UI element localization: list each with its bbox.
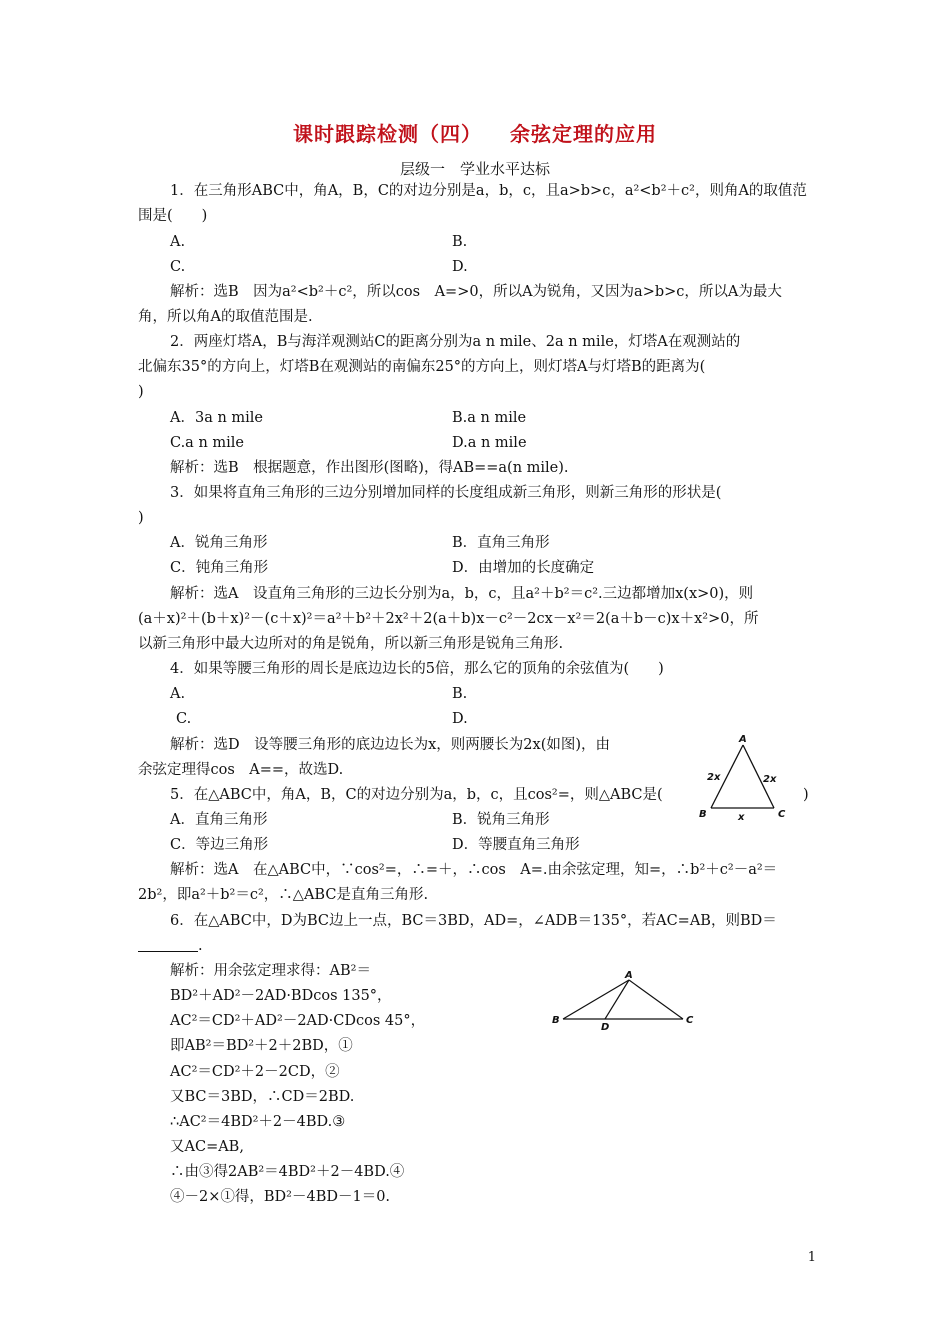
q3-line1: 3．如果将直角三角形的三边分别增加同样的长度组成新三角形，则新三角形的形状是(	[170, 485, 722, 501]
section-subtitle: 层级一 学业水平达标	[399, 160, 550, 178]
q6-solution-line: ∴由③得2AB²＝4BD²＋2－4BD.④	[170, 1164, 405, 1180]
q6-blank-line: .	[138, 935, 203, 957]
q6-solution-line: BD²＋AD²－2AD·BDcos 135°，	[170, 988, 392, 1004]
q6-solution-line: 即AB²＝BD²＋2＋2BD，①	[170, 1038, 353, 1054]
fig2-label-c: C	[686, 1015, 694, 1026]
q3-option-a: A．锐角三角形	[170, 535, 268, 551]
q4-solution-2: 余弦定理得cos A==，故选D.	[138, 762, 344, 778]
fig2-label-a: A	[625, 970, 633, 981]
q2-option-a: A．3a n mile	[170, 410, 264, 426]
q5-option-c: C．等边三角形	[170, 837, 269, 853]
q1-option-c: C.	[170, 259, 186, 275]
q5-option-d: D．等腰直角三角形	[452, 837, 580, 853]
q4-solution-1: 解析：选D 设等腰三角形的底边边长为x，则两腰长为2x(如图)，由	[170, 737, 611, 753]
fig1-label-c: C	[778, 809, 786, 820]
q3-option-d: D．由增加的长度确定	[452, 560, 595, 576]
q2-solution-1: 解析：选B 根据题意，作出图形(图略)，得AB==a(n mile).	[170, 460, 569, 476]
q5-line1-end: )	[803, 787, 809, 803]
answer-blank	[138, 937, 198, 952]
q4-option-c: C.	[176, 711, 192, 727]
triangle-bd-figure	[545, 966, 705, 1032]
fig1-label-right: 2x	[763, 774, 777, 785]
q2-line1: 2．两座灯塔A，B与海洋观测站C的距离分别为a n mile、2a n mile，灯塔A在观测站的	[170, 334, 741, 350]
q1-option-b: B.	[452, 234, 468, 250]
q6-solution-line: 解析：用余弦定理求得：AB²＝	[170, 963, 371, 979]
q6-solution-line: ∴AC²＝4BD²＋2－4BD.③	[170, 1114, 346, 1130]
q3-solution-1: 解析：选A 设直角三角形的三边长分别为a，b，c，且a²＋b²＝c².三边都增加x(x>0)，则	[170, 586, 754, 602]
q6-solution-line: 又AC=AB,	[170, 1139, 244, 1155]
q1-line2: 围是( )	[138, 208, 208, 224]
fig1-label-b: B	[699, 809, 707, 820]
q6-solution-line: 又BC＝3BD，∴CD＝2BD.	[170, 1089, 355, 1105]
isosceles-triangle-figure	[690, 732, 800, 824]
q6-solution-line: AC²＝CD²＋AD²－2AD·CDcos 45°，	[170, 1013, 426, 1029]
fig2-label-d: D	[601, 1022, 610, 1032]
q4-line1: 4．如果等腰三角形的周长是底边边长的5倍，那么它的顶角的余弦值为( )	[170, 661, 664, 677]
q3-option-b: B．直角三角形	[452, 535, 550, 551]
fig2-label-b: B	[552, 1015, 560, 1026]
page-number: 1	[807, 1250, 816, 1265]
fig1-label-left: 2x	[707, 772, 721, 783]
q5-line1: 5．在△ABC中，角A，B，C的对边分别为a，b，c，且cos²=，则△ABC是(	[170, 787, 663, 803]
q6-line1: 6．在△ABC中，D为BC边上一点，BC＝3BD，AD=，∠ADB＝135°，若AC=AB，则BD＝	[170, 913, 777, 929]
q2-option-b: B.a n mile	[452, 410, 527, 426]
fig1-label-a: A	[739, 734, 747, 745]
q2-line3: )	[138, 384, 144, 400]
q2-option-c: C.a n mile	[170, 435, 244, 451]
q3-solution-3: 以新三角形中最大边所对的角是锐角，所以新三角形是锐角三角形.	[138, 636, 564, 652]
q1-option-d: D.	[452, 259, 468, 275]
q2-line2: 北偏东35°的方向上，灯塔B在观测站的南偏东25°的方向上，则灯塔A与灯塔B的距离为(	[138, 359, 706, 375]
q5-option-b: B．锐角三角形	[452, 812, 550, 828]
q4-option-b: B.	[452, 686, 468, 702]
q5-solution-1: 解析：选A 在△ABC中，∵cos²=，∴=＋，∴cos A=.由余弦定理，知=，∴b²＋c²－a²＝	[170, 862, 778, 878]
q2-option-d: D.a n mile	[452, 435, 527, 451]
fig1-label-base: x	[738, 812, 745, 823]
q1-solution-1: 解析：选B 因为a²<b²＋c²，所以cos A=>0，所以A为锐角，又因为a>b>c，所以A为最大	[170, 284, 782, 300]
q1-line1: 1．在三角形ABC中，角A，B，C的对边分别是a，b，c，且a>b>c，a²<b²＋c²，则角A的取值范	[170, 183, 807, 199]
q1-option-a: A.	[170, 234, 186, 250]
q6-solution-line: AC²＝CD²＋2－2CD，②	[170, 1064, 340, 1080]
q5-solution-2: 2b²，即a²＋b²＝c²，∴△ABC是直角三角形.	[138, 887, 429, 903]
q3-line2: )	[138, 510, 144, 526]
q4-option-a: A.	[170, 686, 186, 702]
q3-solution-2: (a＋x)²＋(b＋x)²－(c＋x)²＝a²＋b²＋2x²＋2(a＋b)x－c²－2cx－x²＝2(a＋b－c)x＋x²>0，所	[138, 611, 759, 627]
q6-solution-line: ④－2×①得，BD²－4BD－1＝0.	[170, 1189, 391, 1205]
q5-option-a: A．直角三角形	[170, 812, 268, 828]
page-title: 课时跟踪检测（四） 余弦定理的应用	[293, 122, 657, 146]
q3-option-c: C．钝角三角形	[170, 560, 269, 576]
q4-option-d: D.	[452, 711, 468, 727]
q1-solution-2: 角，所以角A的取值范围是.	[138, 309, 313, 325]
